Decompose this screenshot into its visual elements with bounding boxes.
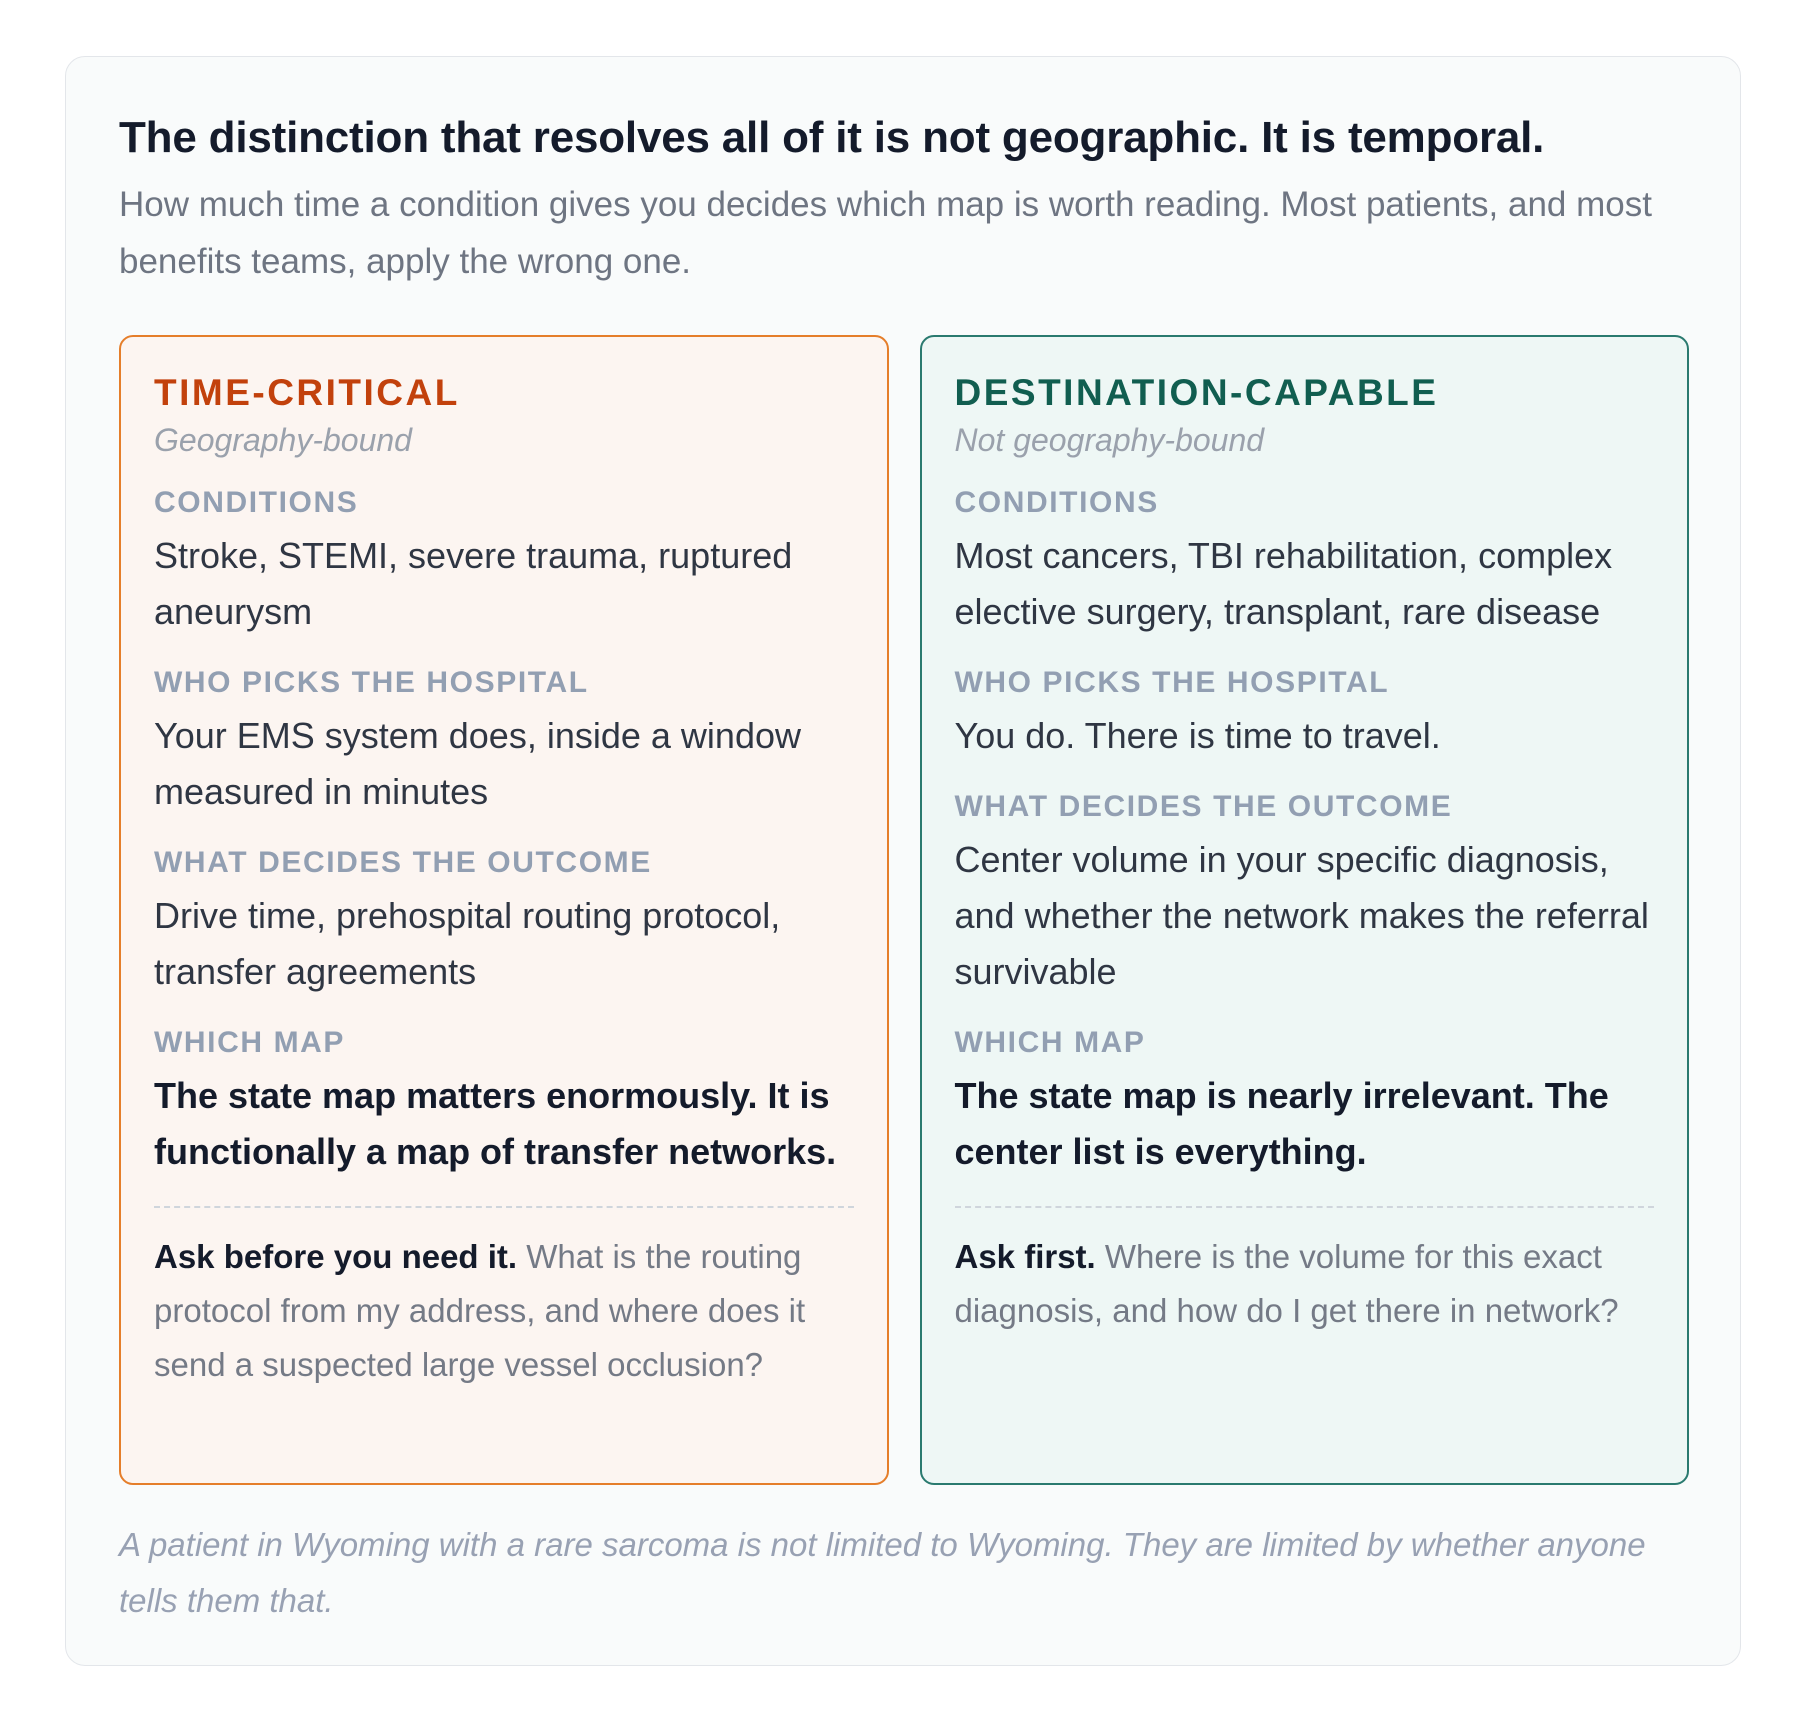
picker-label: WHO PICKS THE HOSPITAL [954, 666, 1390, 699]
outcome-label: WHAT DECIDES THE OUTCOME [954, 790, 1453, 823]
dashed-divider [955, 1206, 1655, 1208]
destination-capable-panel [920, 335, 1690, 1485]
conditions-value: Most cancers, TBI rehabilitation, complex elective surgery, transplant, rare disease [954, 535, 1613, 632]
conditions-value: Stroke, STEMI, severe trauma, ruptured aneurysm [154, 535, 793, 632]
panel-subheading: Geography-bound [154, 422, 412, 458]
picker-value: You do. There is time to travel. [954, 715, 1441, 756]
ask-prompt [154, 1230, 854, 1392]
map-label: WHICH MAP [154, 1026, 346, 1059]
picker-value: Your EMS system does, inside a window measured in minutes [154, 715, 801, 812]
ask-lead: Ask before you need it. [154, 1238, 518, 1275]
panel-heading: DESTINATION-CAPABLE [954, 372, 1439, 413]
outcome-label: WHAT DECIDES THE OUTCOME [154, 846, 652, 879]
comparison-card [65, 56, 1741, 1666]
dashed-divider [154, 1206, 854, 1208]
map-value: The state map matters enormously. It is functionally a map of transfer networks. [154, 1075, 837, 1172]
map-label: WHICH MAP [954, 1026, 1146, 1059]
conditions-label: CONDITIONS [954, 486, 1159, 519]
time-critical-panel [119, 335, 889, 1485]
picker-label: WHO PICKS THE HOSPITAL [154, 666, 589, 699]
outcome-value: Center volume in your specific diagnosis, and whether the network makes the referral survivable [954, 839, 1649, 992]
outcome-value: Drive time, prehospital routing protocol, transfer agreements [154, 895, 781, 992]
footnote: A patient in Wyoming with a rare sarcoma is not limited to Wyoming. They are limited by whether anyone tells them that. [119, 1526, 1646, 1619]
conditions-label: CONDITIONS [154, 486, 359, 519]
panel-subheading: Not geography-bound [954, 422, 1265, 458]
comparison-columns [119, 335, 1689, 1485]
map-value: The state map is nearly irrelevant. The center list is everything. [954, 1075, 1609, 1172]
ask-text: What is the routing protocol from my address, and where does it send a suspected large vessel occlusion? [154, 1238, 806, 1383]
panel-heading: TIME-CRITICAL [154, 372, 460, 413]
page-title: The distinction that resolves all of it is not geographic. It is temporal. [119, 113, 1545, 162]
page-subtitle: How much time a condition gives you decides which map is worth reading. Most patients, and most benefits teams, apply the wrong one. [119, 184, 1652, 281]
ask-lead: Ask first. [954, 1238, 1096, 1275]
ask-text: Where is the volume for this exact diagnosis, and how do I get there in network? [954, 1238, 1619, 1329]
ask-prompt [955, 1230, 1655, 1338]
